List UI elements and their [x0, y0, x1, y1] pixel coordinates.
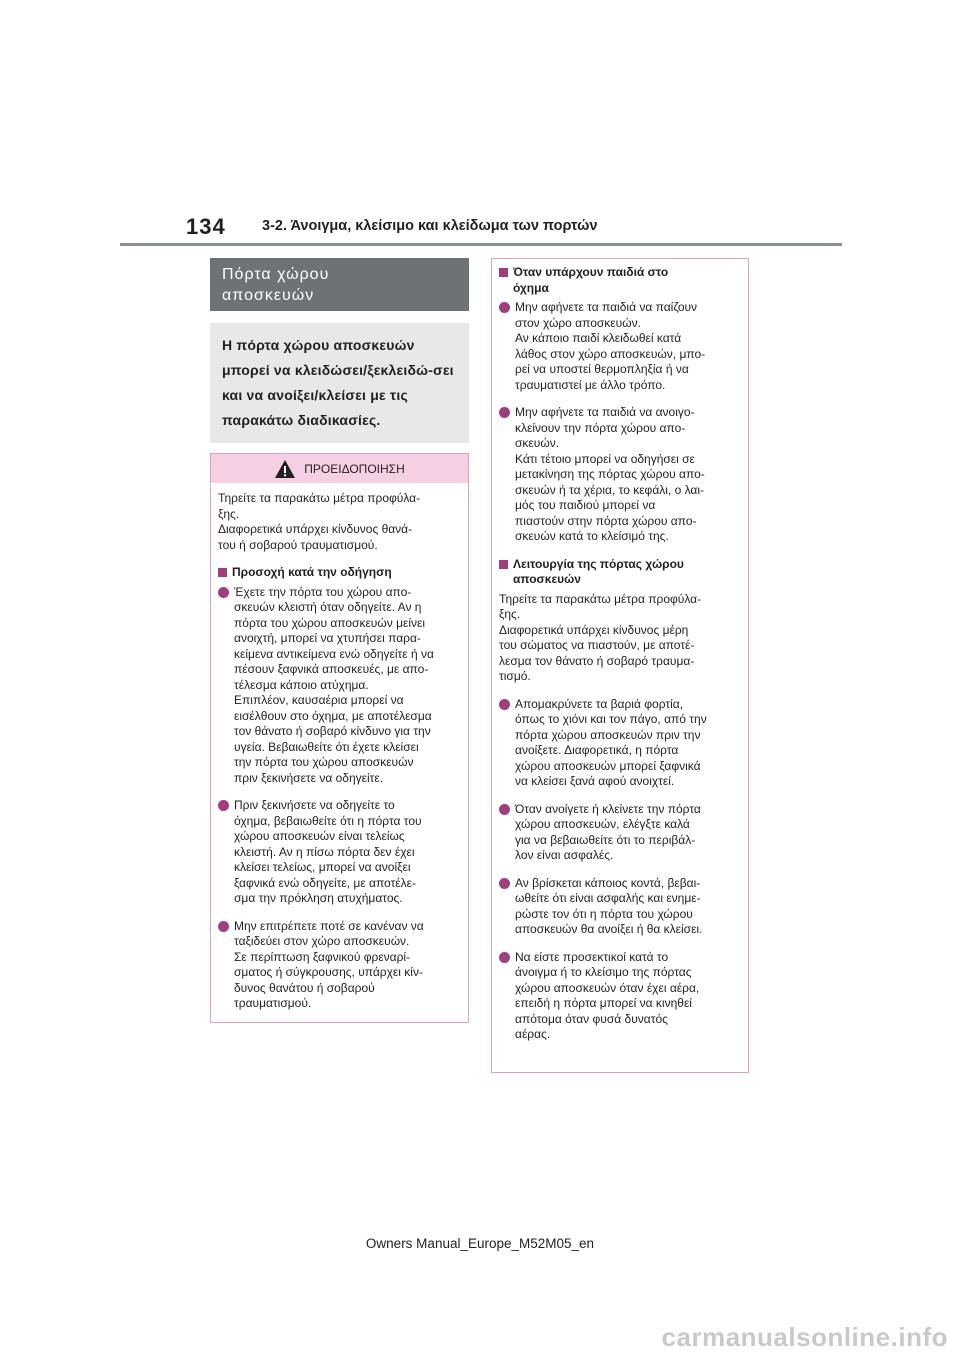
- page-number: 134: [186, 214, 226, 239]
- header-divider: [120, 243, 842, 246]
- list-item: [499, 950, 742, 1043]
- list-item: [499, 876, 742, 938]
- circle-bullet-icon: [218, 800, 229, 811]
- operation-title: Λειτουργία της πόρτας χώρου αποσκευών: [513, 556, 684, 586]
- list-item: [499, 697, 742, 790]
- list-item: [499, 802, 742, 864]
- warning-subsection-title: Προσοχή κατά την οδήγηση: [232, 565, 392, 579]
- list-item-text: Όταν ανοίγετε ή κλείνετε την πόρτα χώρου αποσκευών, ελέγξτε καλά για να βεβαιωθείτε ότι το περιβάλ- λον είναι ασφαλές.: [515, 801, 701, 862]
- children-title: Όταν υπάρχουν παιδιά στο όχημα: [513, 265, 669, 295]
- section-title: Πόρτα χώρου αποσκευών: [222, 265, 330, 304]
- operation-heading: [499, 557, 742, 588]
- list-item-text: Έχετε την πόρτα του χώρου απο- σκευών κλειστή όταν οδηγείτε. Αν η πόρτα του χώρου αποσκευών μείνει ανοιχτή, μπορεί να χτυπήσει παρα- κείμενα αντικείμενα ενώ οδηγείτε ή να πέσουν ξαφνικά αποσκευές, με απο- τέλεσμα κάποιο ατύχημα. Επιπλέον, καυσαέρια μπορεί να εισέλθουν στο όχημα, με αποτέλεσμα τον θάνατο ή σοβαρό κίνδυνο για την υγεία. Βεβαιωθείτε ότι έχετε κλείσει την πόρτα του χώρου αποσκευών πριν ξεκινήσετε να οδηγείτε.: [234, 584, 434, 785]
- children-heading: [499, 265, 742, 296]
- square-bullet-icon: [218, 568, 227, 577]
- warning-box: [210, 453, 469, 1023]
- right-column-warning-box: [491, 258, 749, 1073]
- list-item-text: Μην επιτρέπετε ποτέ σε κανέναν να ταξιδεύει στον χώρο αποσκευών. Σε περίπτωση ξαφνικού φρεναρί- σματος ή σύγκρουσης, υπάρχει κίν- δυνος θανάτου ή σοβαρού τραυματισμού.: [234, 918, 424, 1010]
- warning-subsection-heading: [218, 565, 462, 581]
- square-bullet-icon: [499, 268, 508, 277]
- circle-bullet-icon: [499, 878, 510, 889]
- circle-bullet-icon: [218, 921, 229, 932]
- circle-bullet-icon: [499, 699, 510, 710]
- watermark: carmanualsonline.info: [661, 1322, 948, 1352]
- circle-bullet-icon: [499, 952, 510, 963]
- warning-intro: Τηρείτε τα παρακάτω μέτρα προφύλα- ξης. Διαφορετικά υπάρχει κίνδυνος θανά- του ή σοβαρού τραυματισμού.: [218, 491, 421, 552]
- circle-bullet-icon: [499, 407, 510, 418]
- section-title-box: [210, 258, 469, 311]
- list-item-text: Απομακρύνετε τα βαριά φορτία, όπως το χιόνι και τον πάγο, από την πόρτα χώρου αποσκευών πριν την ανοίξετε. Διαφορετικά, η πόρτα χώρου αποσκευών μπορεί ξαφνικά να κλείσει ξανά αφού ανοιχτεί.: [515, 696, 707, 788]
- list-item-text: Να είστε προσεκτικοί κατά το άνοιγμα ή το κλείσιμο της πόρτας χώρου αποσκευών όταν έχει αέρα, επειδή η πόρτα μπορεί να κινηθεί απότομα όταν φυσά δυνατός αέρας.: [515, 949, 700, 1041]
- circle-bullet-icon: [499, 804, 510, 815]
- left-column: [210, 258, 469, 1023]
- chapter-title: 3-2. Άνοιγμα, κλείσιμο και κλείδωμα των πορτών: [262, 218, 598, 234]
- square-bullet-icon: [499, 560, 508, 569]
- circle-bullet-icon: [499, 302, 510, 313]
- list-item-text: Πριν ξεκινήσετε να οδηγείτε το όχημα, βεβαιωθείτε ότι η πόρτα του χώρου αποσκευών είναι τελείως κλειστή. Αν η πίσω πόρτα δεν έχει κλείσει τελείως, μπορεί να ανοίξει ξαφνικά ενώ οδηγείτε, με αποτέλε- σμα την πρόκληση ατυχήματος.: [234, 798, 422, 905]
- warning-header: [211, 454, 468, 483]
- list-item-text: Μην αφήνετε τα παιδιά να παίζουν στον χώρο αποσκευών. Αν κάποιο παιδί κλειδωθεί κατά λάθος στον χώρο αποσκευών, μπο- ρεί να υποστεί θερμοπληξία ή να τραυματιστεί με άλλο τρόπο.: [515, 300, 706, 392]
- list-item: [499, 300, 742, 393]
- footer-text: Owners Manual_Europe_M52M05_en: [365, 1236, 595, 1251]
- list-item: [218, 798, 462, 907]
- list-item-text: Αν βρίσκεται κάποιος κοντά, βεβαι- ωθείτε ότι είναι ασφαλής και ενημε- ρώστε τον ότι η πόρτα του χώρου αποσκευών θα ανοίξει ή θα κλείσει.: [515, 875, 703, 936]
- list-item: [499, 405, 742, 545]
- warning-triangle-icon: [274, 459, 296, 479]
- warning-body: [211, 483, 468, 1022]
- warning-title: ΠΡΟΕΙΔΟΠΟΙΗΣΗ: [304, 461, 405, 476]
- list-item-text: Μην αφήνετε τα παιδιά να ανοιγο- κλείνουν την πόρτα χώρου απο- σκευών. Κάτι τέτοιο μπορεί να οδηγήσει σε μετακίνηση της πόρτας χώρου απο- σκευών ή τα χέρια, το κεφάλι, ο λαι- μός του παιδιού μπορεί να πιαστούν στην πόρτα χώρου απο- σκευών κατά το κλείσιμό της.: [515, 405, 705, 543]
- section-intro: Η πόρτα χώρου αποσκευών μπορεί να κλειδώσει/ξεκλειδώ-σει και να ανοίξει/κλείσει με τις παρακάτω διαδικασίες.: [210, 323, 469, 443]
- operation-intro: Τηρείτε τα παρακάτω μέτρα προφύλα- ξης. Διαφορετικά υπάρχει κίνδυνος μέρη του σώματος να πιαστούν, με αποτέ- λεσμα τον θάνατο ή σοβαρό τραυμα- τισμό.: [499, 591, 702, 683]
- list-item: [218, 585, 462, 787]
- list-item: [218, 919, 462, 1012]
- circle-bullet-icon: [218, 587, 229, 598]
